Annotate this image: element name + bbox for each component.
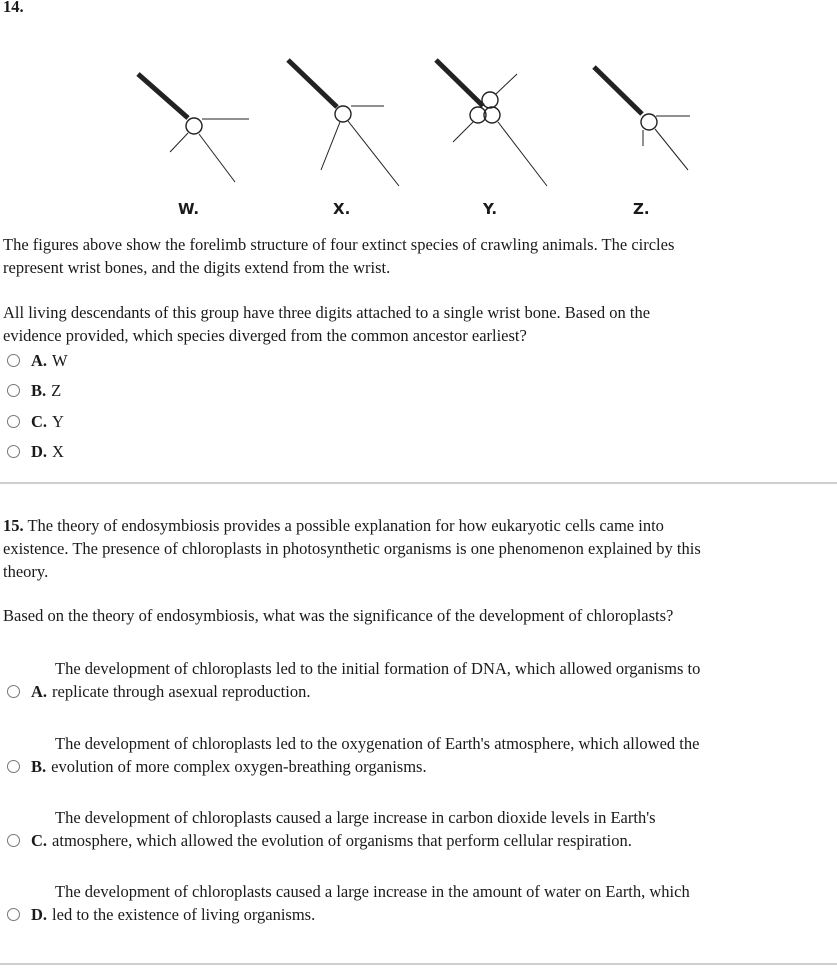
option-text: Z [51,381,62,400]
option-letter: A. [31,682,48,701]
option-text-line: led to the existence of living organisms. [52,905,316,924]
option-text: Y [52,412,64,431]
option-row [7,829,632,852]
q14-stem-line: The figures above show the forelimb structure of four extinct species of crawling animals. The circles [3,235,675,254]
forelimb-figure [0,50,837,200]
option-text: W [52,351,68,370]
option-text: X [52,442,64,461]
q15-stem-text: The theory of endosymbiosis provides a possible explanation for how eukaryotic cells came into [27,516,664,535]
figure-label-z: Z. [633,200,650,218]
option-row [7,755,427,778]
option-letter: C. [31,831,48,850]
option-letter: B. [31,381,47,400]
q15-stem-line: existence. The presence of chloroplasts in photosynthetic organisms is one phenomenon explained by this [3,539,701,558]
radio-button[interactable] [7,908,20,921]
forelimb-x [288,60,399,186]
radio-button[interactable] [7,354,20,367]
q15-question: Based on the theory of endosymbiosis, what was the significance of the development of chloroplasts? [3,606,674,625]
q14-option-d[interactable] [7,440,64,463]
q14-option-c[interactable] [7,410,64,433]
option-text-line: The development of chloroplasts led to the initial formation of DNA, which allowed organisms to [55,659,701,678]
option-letter: A. [31,351,48,370]
option-text-line: The development of chloroplasts caused a large increase in carbon dioxide levels in Earth's [55,808,656,827]
option-row [7,903,315,926]
option-letter: C. [31,412,48,431]
q14-stem-line: evidence provided, which species diverged from the common ancestor earliest? [3,326,527,345]
figure-label-y: Y. [483,200,498,218]
radio-button[interactable] [7,760,20,773]
q14-stem-paragraph-1 [3,233,833,279]
q15-stem-line [3,514,833,537]
q15-stem [3,514,833,583]
radio-button[interactable] [7,834,20,847]
option-text-line: The development of chloroplasts led to the oxygenation of Earth's atmosphere, which allowed the [55,734,700,753]
figure-label-w: W. [178,200,200,218]
radio-button[interactable] [7,384,20,397]
q14-number: 14. [3,0,24,16]
option-row [7,680,310,703]
radio-button[interactable] [7,415,20,428]
option-text-line: atmosphere, which allowed the evolution of organisms that perform cellular respiration. [52,831,632,850]
question-divider [0,963,837,965]
option-text-line: replicate through asexual reproduction. [52,682,311,701]
option-letter: D. [31,905,48,924]
radio-button[interactable] [7,685,20,698]
radio-button[interactable] [7,445,20,458]
figure-label-x: X. [333,200,351,218]
option-letter: D. [31,442,48,461]
option-text-line: evolution of more complex oxygen-breathing organisms. [51,757,427,776]
forelimb-y [436,60,547,186]
q15-number: 15. [3,516,24,535]
forelimb-z [594,67,690,170]
option-letter: B. [31,757,47,776]
q14-stem-paragraph-2 [3,301,833,347]
q14-stem-line: All living descendants of this group have three digits attached to a single wrist bone. Based on the [3,303,651,322]
q14-stem-line: represent wrist bones, and the digits extend from the wrist. [3,258,391,277]
q15-stem-line: theory. [3,562,49,581]
q14-option-a[interactable] [7,349,68,372]
forelimb-w [138,74,249,182]
option-text-line: The development of chloroplasts caused a large increase in the amount of water on Earth, which [55,882,690,901]
question-divider [0,482,837,484]
q14-option-b[interactable] [7,379,61,402]
